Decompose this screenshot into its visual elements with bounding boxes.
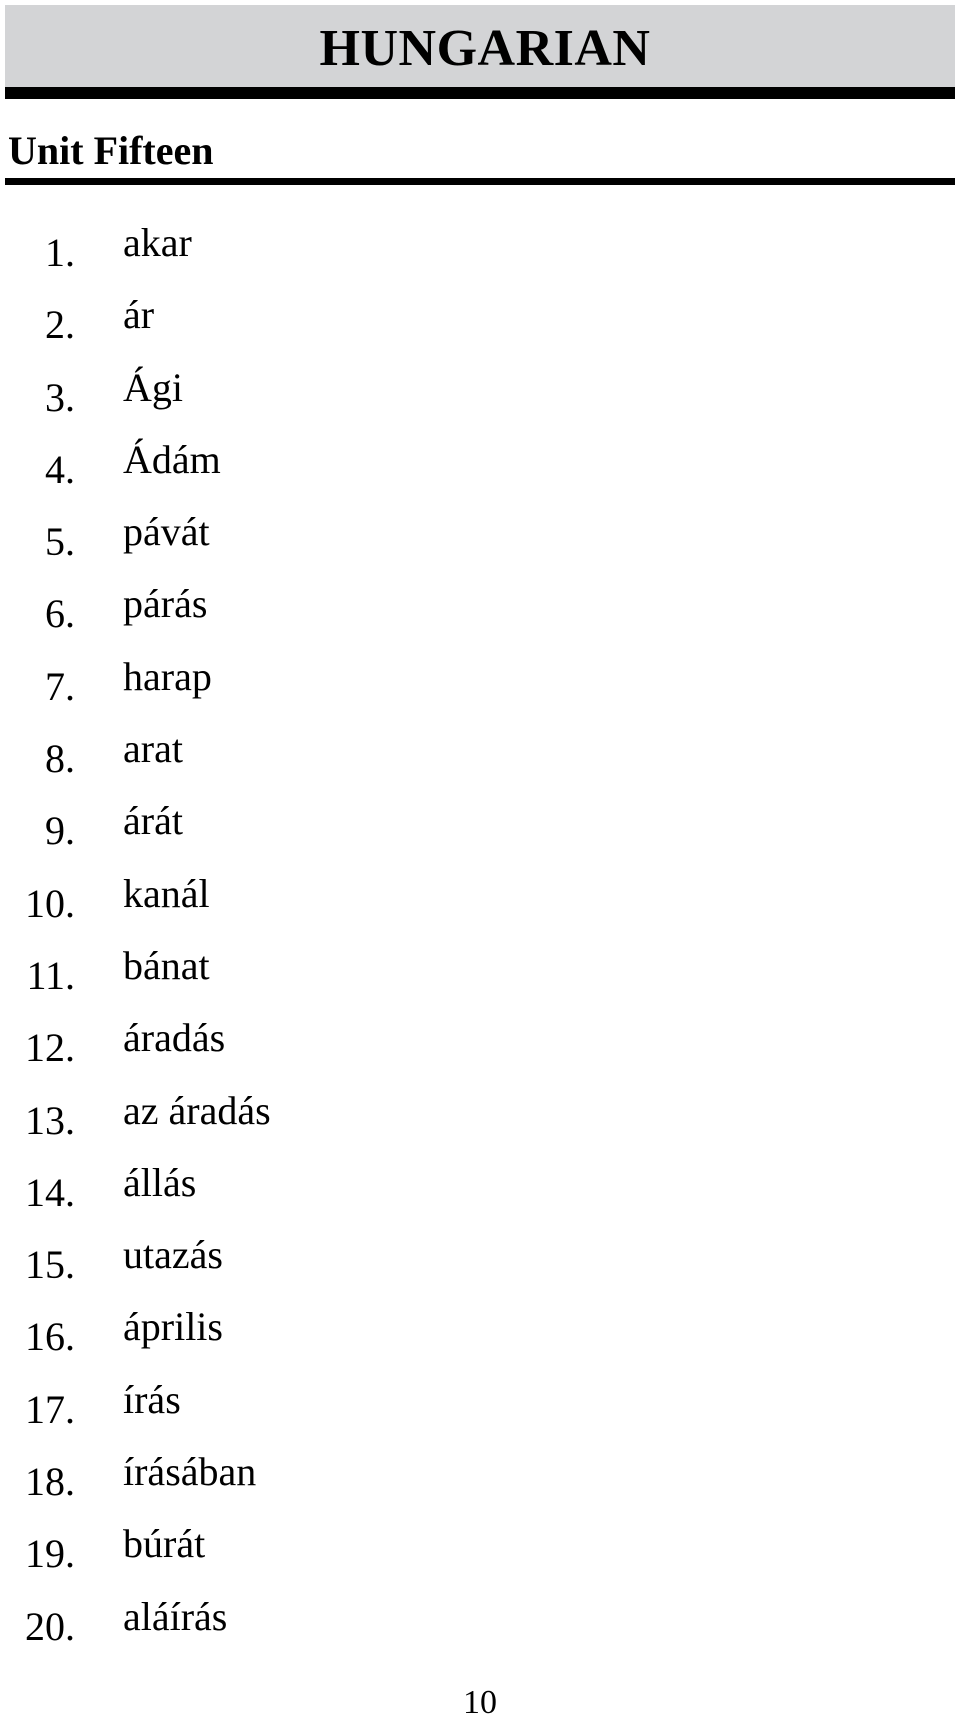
list-item	[0, 364, 960, 443]
item-number: 10.	[25, 880, 75, 926]
title-band	[5, 5, 955, 87]
item-number: 13.	[25, 1097, 75, 1143]
page-title: HUNGARIAN	[319, 20, 651, 77]
item-number: 2.	[45, 302, 75, 348]
item-number: 12.	[25, 1025, 75, 1071]
item-word: kanál	[123, 870, 210, 916]
list-item	[0, 1087, 960, 1166]
item-word: akar	[123, 220, 192, 265]
item-word: Ádám	[123, 436, 221, 482]
item-word: harap	[123, 653, 212, 699]
list-item	[0, 942, 960, 1021]
list-item	[0, 1232, 960, 1310]
title-divider	[5, 87, 955, 99]
item-word: utazás	[123, 1232, 223, 1278]
item-number: 17.	[25, 1386, 75, 1432]
list-item	[0, 581, 960, 659]
item-number: 4.	[45, 446, 75, 492]
item-number: 7.	[45, 663, 75, 709]
list-item	[0, 292, 960, 370]
item-number: 9.	[45, 808, 75, 854]
list-item	[0, 798, 960, 876]
item-word: arat	[123, 726, 183, 772]
item-number: 1.	[45, 230, 75, 275]
item-number: 3.	[45, 374, 75, 420]
list-item	[0, 1376, 960, 1455]
list-item	[0, 870, 960, 949]
item-number: 8.	[45, 736, 75, 782]
list-item	[0, 1521, 960, 1599]
item-word: az áradás	[123, 1087, 271, 1133]
list-item	[0, 653, 960, 732]
item-word: április	[123, 1304, 223, 1350]
item-number: 6.	[45, 591, 75, 637]
list-item	[0, 436, 960, 515]
item-word: búrát	[123, 1521, 206, 1567]
page-number: 10	[463, 1684, 497, 1721]
item-number: 16.	[25, 1314, 75, 1360]
item-word: pávát	[123, 509, 210, 555]
item-number: 11.	[26, 952, 75, 998]
item-word: árát	[123, 798, 183, 844]
list-item	[0, 220, 960, 298]
list-item	[0, 726, 960, 804]
item-word: bánat	[123, 942, 210, 988]
unit-heading: Unit Fifteen	[8, 128, 214, 173]
item-number: 18.	[25, 1459, 75, 1505]
item-word: aláírás	[123, 1593, 228, 1639]
word-list	[0, 220, 960, 1672]
item-word: párás	[123, 581, 208, 627]
item-word: ár	[123, 292, 155, 338]
list-item	[0, 1593, 960, 1672]
item-number: 19.	[25, 1531, 75, 1577]
item-number: 20.	[25, 1603, 75, 1649]
item-word: Ági	[123, 364, 183, 410]
item-word: állás	[123, 1159, 197, 1205]
item-word: írás	[123, 1376, 181, 1422]
item-number: 5.	[45, 519, 75, 565]
item-word: áradás	[123, 1015, 226, 1061]
item-word: írásában	[123, 1449, 257, 1495]
list-item	[0, 509, 960, 587]
list-item	[0, 1159, 960, 1238]
list-item	[0, 1015, 960, 1093]
item-number: 15.	[25, 1242, 75, 1288]
item-number: 14.	[25, 1169, 75, 1215]
list-item	[0, 1304, 960, 1382]
unit-divider	[5, 178, 955, 185]
list-item	[0, 1449, 960, 1527]
